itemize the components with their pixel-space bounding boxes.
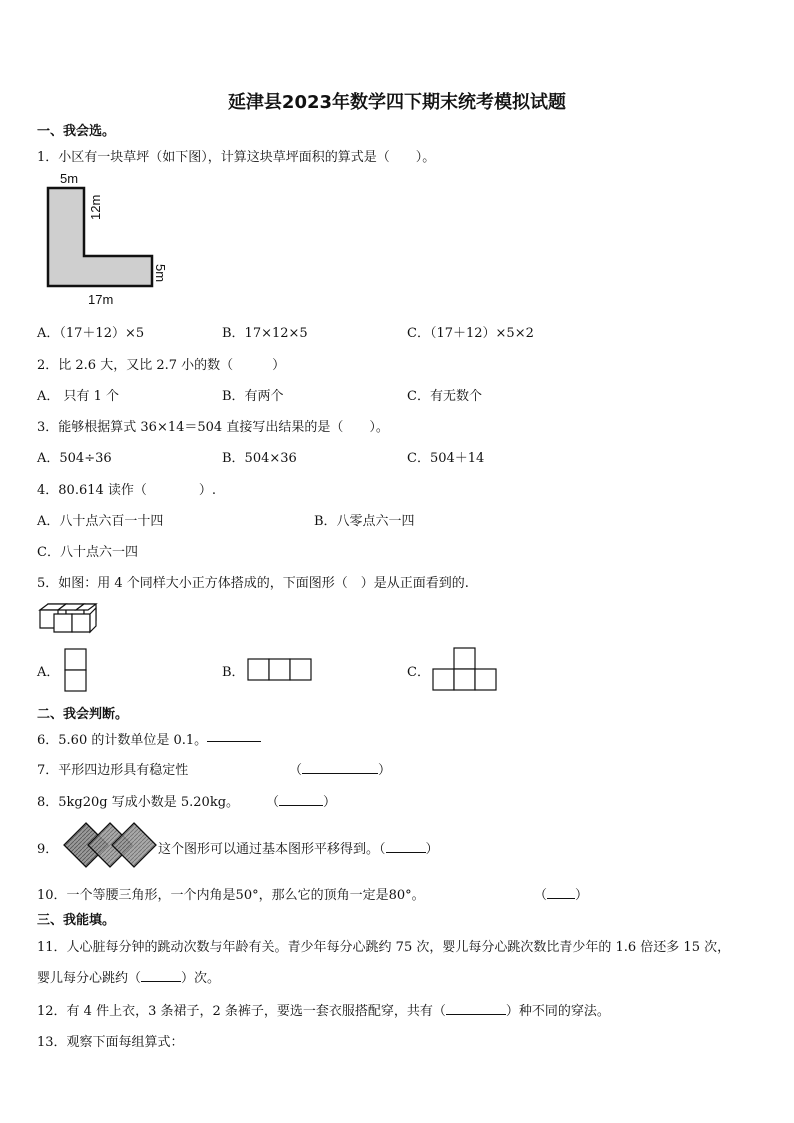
- q10-paren-left: （: [534, 888, 548, 903]
- page-title: 延津县2023年数学四下期末统考模拟试题: [227, 92, 567, 113]
- q2-option-a[interactable]: A． 只有 1 个: [37, 389, 120, 404]
- q5-option-b-figure: [247, 658, 313, 682]
- q8-paren-right: ）: [323, 795, 337, 810]
- q3-option-a[interactable]: A．504÷36: [37, 451, 112, 466]
- section-heading-3: 三、我能填。: [37, 913, 116, 928]
- q1-option-b[interactable]: B．17×12×5: [222, 326, 308, 341]
- q5-option-a-figure: [64, 648, 88, 692]
- question-7-text: 7．平形四边形具有稳定性: [37, 763, 189, 778]
- q5-cubes-figure: [38, 600, 102, 636]
- q1-label-right: 5m: [153, 264, 168, 283]
- q9-answer-blank[interactable]: [386, 840, 426, 853]
- q3-option-c[interactable]: C．504＋14: [407, 451, 485, 466]
- question-4-text: 4．80.614 读作（ ）.: [37, 483, 217, 498]
- section-heading-2: 二、我会判断。: [37, 707, 129, 722]
- q4-option-a[interactable]: A．八十点六百一十四: [37, 514, 164, 529]
- q7-paren-right: ）: [378, 763, 392, 778]
- q3-option-b[interactable]: B．504×36: [222, 451, 297, 466]
- q5-option-b-label[interactable]: B．: [222, 665, 245, 680]
- q1-option-a[interactable]: A．（17＋12）×5: [37, 326, 145, 341]
- q1-label-top: 5m: [60, 171, 79, 186]
- q4-option-b[interactable]: B．八零点六一四: [314, 514, 415, 529]
- q5-option-a-label[interactable]: A．: [37, 665, 60, 680]
- question-10-text: 10．一个等腰三角形，一个内角是50°，那么它的顶角一定是80°。: [37, 888, 425, 903]
- q7-answer-blank[interactable]: [289, 759, 391, 778]
- question-6-text: 6．5.60 的计数单位是 0.1。: [37, 733, 208, 748]
- q1-label-inner-vertical: 12m: [88, 194, 103, 220]
- q11-answer-blank[interactable]: [141, 969, 181, 982]
- q10-paren-right: ）: [575, 888, 589, 903]
- q4-option-c[interactable]: C．八十点六一四: [37, 545, 138, 560]
- q2-option-b[interactable]: B．有两个: [222, 389, 284, 404]
- question-8-text: 8．5kg20g 写成小数是 5.20kg。: [37, 795, 240, 810]
- q5-option-c-label[interactable]: C．: [407, 665, 430, 680]
- q9-diamonds-figure: [62, 821, 158, 871]
- q1-option-c[interactable]: C．（17＋12）×5×2: [407, 326, 534, 341]
- q1-lawn-figure: [40, 170, 180, 310]
- question-9-text: 这个图形可以通过基本图形平移得到。（ ）: [158, 842, 439, 857]
- q8-paren-left: （: [266, 795, 280, 810]
- question-2-text: 2．比 2.6 大，又比 2.7 小的数（ ）: [37, 358, 286, 373]
- question-11-line1: 11．人心脏每分钟的跳动次数与年龄有关。青少年每分心跳约 75 次，婴儿每分心跳次数比青少年的 1.6 倍还多 15 次，: [37, 940, 731, 955]
- question-5-text: 5．如图：用 4 个同样大小正方体搭成的，下面图形（ ）是从正面看到的.: [37, 576, 469, 591]
- question-9-number: 9．: [37, 842, 59, 857]
- question-13-text: 13．观察下面每组算式：: [37, 1035, 184, 1050]
- q7-paren-left: （: [289, 763, 303, 778]
- q6-answer-blank[interactable]: [207, 729, 261, 746]
- q8-answer-blank[interactable]: [266, 791, 336, 810]
- q5-option-c-figure: [432, 647, 498, 693]
- q10-answer-blank[interactable]: [534, 884, 588, 903]
- q2-option-c[interactable]: C．有无数个: [407, 389, 482, 404]
- q1-label-bottom: 17m: [88, 292, 114, 307]
- section-heading-1: 一、我会选。: [37, 124, 116, 139]
- question-11-line2: 婴儿每分心跳约（ ）次。: [37, 971, 221, 986]
- question-1-text: 1．小区有一块草坪（如下图），计算这块草坪面积的算式是（ ）。: [37, 150, 436, 165]
- q12-answer-blank[interactable]: [446, 1002, 506, 1015]
- question-3-text: 3．能够根据算式 36×14＝504 直接写出结果的是（ ）。: [37, 420, 389, 435]
- question-12-text: 12．有 4 件上衣，3 条裙子，2 条裤子，要选一套衣服搭配穿，共有（ ）种不同的穿法。: [37, 1004, 610, 1019]
